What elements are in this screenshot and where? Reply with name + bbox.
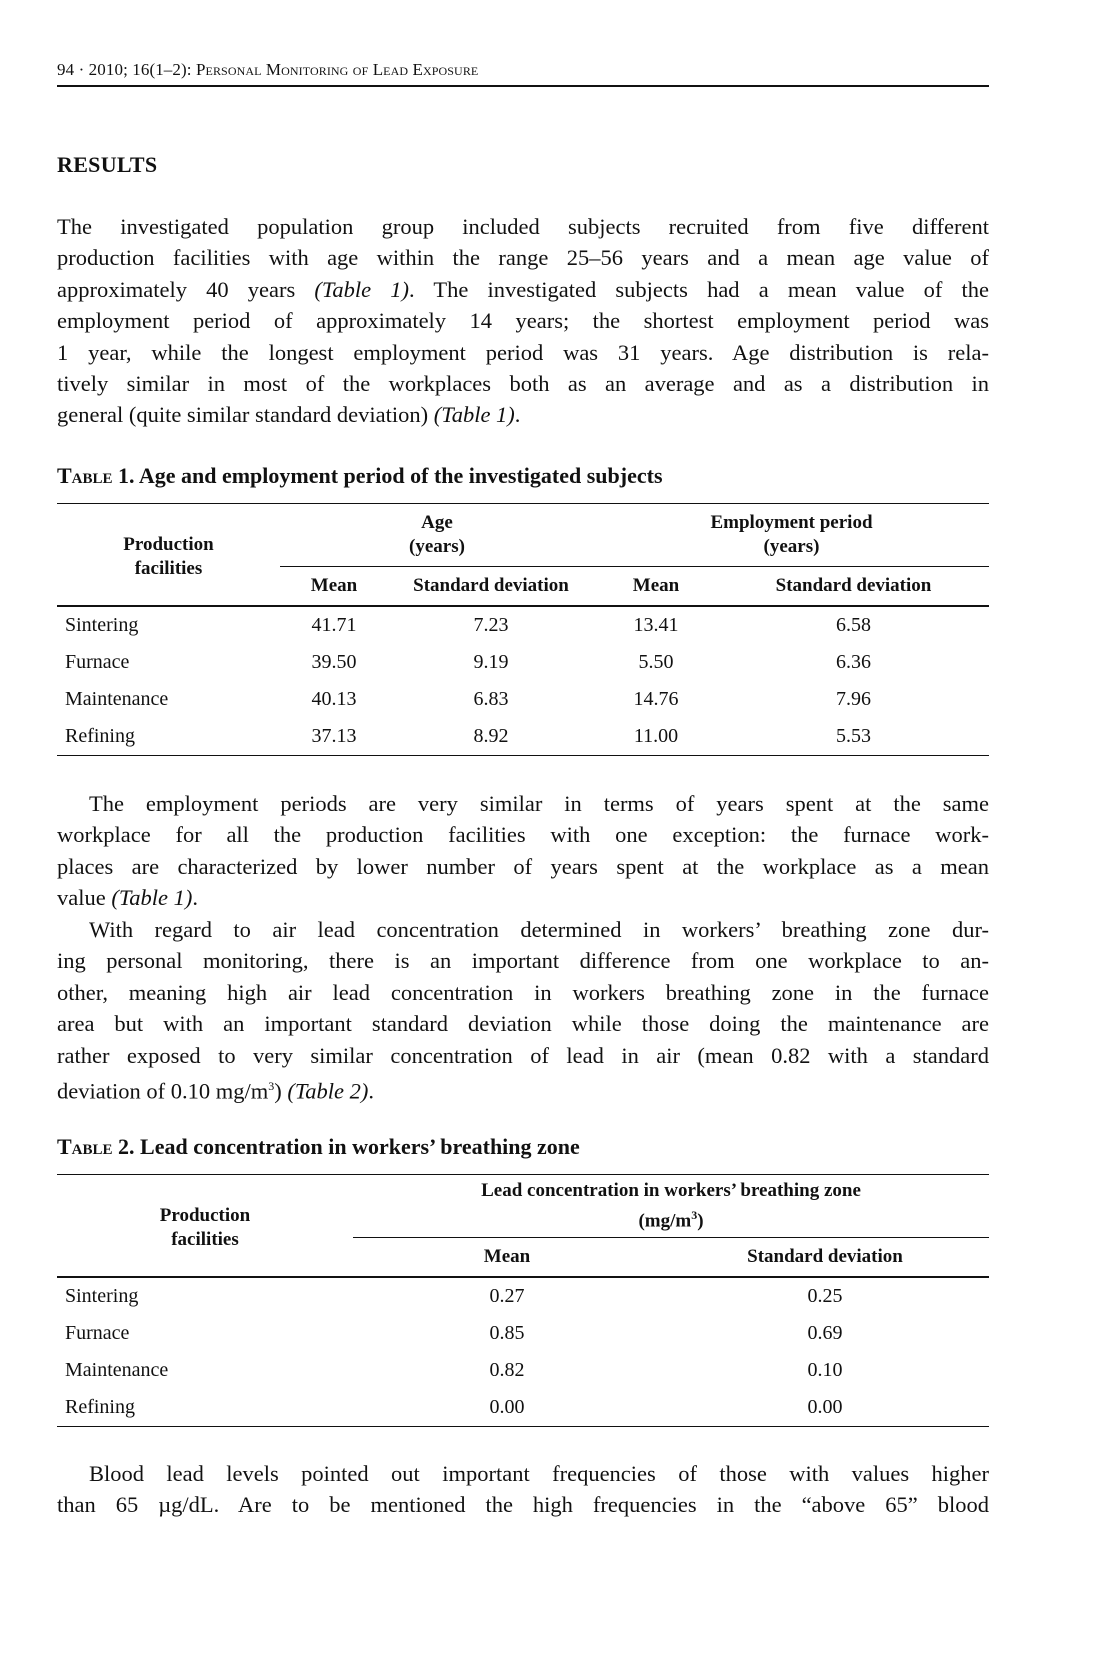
text-line: production facilities with age within the range 25–56 years and a mean age value of xyxy=(57,245,989,271)
emp-sd: 5.53 xyxy=(836,725,871,747)
header-text: Lead concentration in workers’ breathing zone xyxy=(481,1179,861,1201)
running-head xyxy=(57,60,989,87)
table-reference: (Table 1) xyxy=(314,276,410,302)
caption-number: 2. xyxy=(118,1134,135,1159)
facility-name: Sintering xyxy=(65,614,139,636)
emp-sd: 7.96 xyxy=(836,688,871,710)
text-span: . The investigated subjects had a mean value of the xyxy=(409,276,990,302)
superscript: 3 xyxy=(691,1207,698,1222)
text-line: area but with an important standard deviation while those doing the maintenance are xyxy=(57,1011,989,1037)
facility-name: Refining xyxy=(65,725,135,747)
text-span: approximately 40 years xyxy=(57,276,296,302)
table-row xyxy=(57,606,989,644)
emp-sd: 6.36 xyxy=(836,651,871,673)
header-age-mean: Mean xyxy=(310,575,358,596)
text-line: 1 year, while the longest employment period was 31 years. Age distribution is rela- xyxy=(57,339,989,365)
lead-sd: 0.69 xyxy=(807,1322,843,1344)
table-row xyxy=(57,1315,989,1352)
lead-sd: 0.00 xyxy=(807,1396,843,1418)
facility-name: Maintenance xyxy=(65,688,169,710)
header-text: Age xyxy=(421,512,453,533)
lead-mean: 0.00 xyxy=(489,1396,525,1418)
age-mean: 37.13 xyxy=(311,725,357,747)
text-line: rather exposed to very similar concentration of lead in air (mean 0.82 with a standard xyxy=(57,1042,989,1068)
header-mean: Mean xyxy=(483,1246,531,1267)
text-line xyxy=(57,399,989,430)
page-number: 94 xyxy=(57,60,75,79)
header-text: (years) xyxy=(409,536,465,557)
table1 xyxy=(57,503,989,756)
table2 xyxy=(57,1174,989,1427)
paragraph-employment xyxy=(57,788,989,914)
age-mean: 41.71 xyxy=(311,614,357,636)
journal-citation: · 2010; 16(1–2): xyxy=(78,60,192,79)
header-text: Production xyxy=(159,1204,251,1226)
text-span: . xyxy=(514,402,521,428)
text-span: ) xyxy=(274,1078,282,1104)
header-text: facilities xyxy=(134,557,203,579)
header-age-sd: Standard deviation xyxy=(413,575,569,596)
table-row xyxy=(57,681,989,718)
text-span: value xyxy=(57,885,106,911)
facility-name: Maintenance xyxy=(65,1359,169,1381)
lead-sd: 0.25 xyxy=(807,1285,843,1307)
text-line: tively similar in most of the workplaces both as an average and as a distribution in xyxy=(57,371,989,397)
header-text: (years) xyxy=(763,536,820,557)
text-line: than 65 µg/dL. Are to be mentioned the high frequencies in the “above 65” blood xyxy=(57,1492,989,1518)
header-text: (mg/m xyxy=(638,1210,692,1232)
text-line: The investigated population group included subjects recruited from five different xyxy=(57,214,989,239)
table-reference: (Table 1) xyxy=(433,402,515,428)
text-line xyxy=(57,882,989,913)
age-sd: 9.19 xyxy=(473,651,509,673)
paragraph-air-lead xyxy=(57,914,989,1107)
table2-caption xyxy=(57,1134,580,1160)
paragraph-blood-lead xyxy=(57,1458,989,1521)
age-mean: 40.13 xyxy=(311,688,357,710)
table-row xyxy=(57,1352,989,1389)
header-text: Production xyxy=(123,533,214,555)
emp-mean: 13.41 xyxy=(633,614,679,636)
facility-name: Refining xyxy=(65,1396,135,1418)
facility-name: Sintering xyxy=(65,1285,139,1307)
header-text: ) xyxy=(697,1210,704,1232)
running-title: Personal Monitoring of Lead Exposure xyxy=(195,60,479,79)
age-mean: 39.50 xyxy=(311,651,357,673)
caption-number: 1. xyxy=(118,463,135,488)
lead-mean: 0.27 xyxy=(489,1285,525,1307)
text-line: places are characterized by lower number of years spent at the workplace as a mean xyxy=(57,853,989,879)
table-reference: (Table 1) xyxy=(111,885,193,911)
header-sd: Standard deviation xyxy=(747,1246,903,1267)
facility-name: Furnace xyxy=(65,651,130,673)
lead-mean: 0.85 xyxy=(489,1322,525,1344)
superscript: 3 xyxy=(268,1079,275,1094)
table-row xyxy=(57,1277,989,1315)
age-sd: 8.92 xyxy=(473,725,509,747)
text-line xyxy=(57,1071,989,1107)
text-line: employment period of approximately 14 years; the shortest employment period was xyxy=(57,308,989,334)
emp-mean: 11.00 xyxy=(633,725,679,747)
facility-name: Furnace xyxy=(65,1322,130,1344)
text-line xyxy=(57,274,989,305)
lead-mean: 0.82 xyxy=(489,1359,525,1381)
header-emp-mean: Mean xyxy=(632,575,680,596)
table1-caption xyxy=(57,463,663,489)
text-line: ing personal monitoring, there is an important difference from one workplace to an- xyxy=(57,948,989,974)
caption-text: Age and employment period of the investigated subjects xyxy=(138,463,663,488)
age-sd: 7.23 xyxy=(473,614,509,636)
caption-label: Table xyxy=(57,1134,113,1159)
header-emp-sd: Standard deviation xyxy=(775,575,932,596)
emp-mean: 14.76 xyxy=(633,688,679,710)
text-line: workplace for all the production facilities with one exception: the furnace work- xyxy=(57,822,989,848)
caption-text: Lead concentration in workers’ breathing zone xyxy=(140,1134,580,1159)
text-line: Blood lead levels pointed out important frequencies of those with values higher xyxy=(89,1461,989,1486)
caption-label: Table xyxy=(57,463,113,488)
text-line: The employment periods are very similar in terms of years spent at the same xyxy=(89,791,989,816)
table-reference: (Table 2) xyxy=(287,1078,369,1104)
header-age-group xyxy=(280,504,594,567)
text-span: . xyxy=(368,1078,375,1104)
header-lead-group xyxy=(353,1175,989,1238)
header-facilities xyxy=(57,1175,353,1278)
text-span: general (quite similar standard deviation) xyxy=(57,402,429,428)
text-line: other, meaning high air lead concentration in workers breathing zone in the furnace xyxy=(57,979,989,1005)
table-row xyxy=(57,718,989,756)
paragraph-intro xyxy=(57,211,989,431)
text-line: With regard to air lead concentration determined in workers’ breathing zone dur- xyxy=(89,917,989,942)
table-row xyxy=(57,644,989,681)
age-sd: 6.83 xyxy=(473,688,509,710)
text-span: . xyxy=(192,885,199,911)
header-text: facilities xyxy=(171,1228,239,1250)
emp-mean: 5.50 xyxy=(638,651,674,673)
table-row xyxy=(57,1389,989,1427)
header-facilities xyxy=(57,504,280,607)
header-text: Employment period xyxy=(710,512,873,533)
section-title: RESULTS xyxy=(57,152,158,177)
header-employment-group xyxy=(594,504,989,567)
emp-sd: 6.58 xyxy=(836,614,871,636)
text-span: deviation of 0.10 mg/m xyxy=(57,1078,269,1104)
lead-sd: 0.10 xyxy=(807,1359,843,1381)
